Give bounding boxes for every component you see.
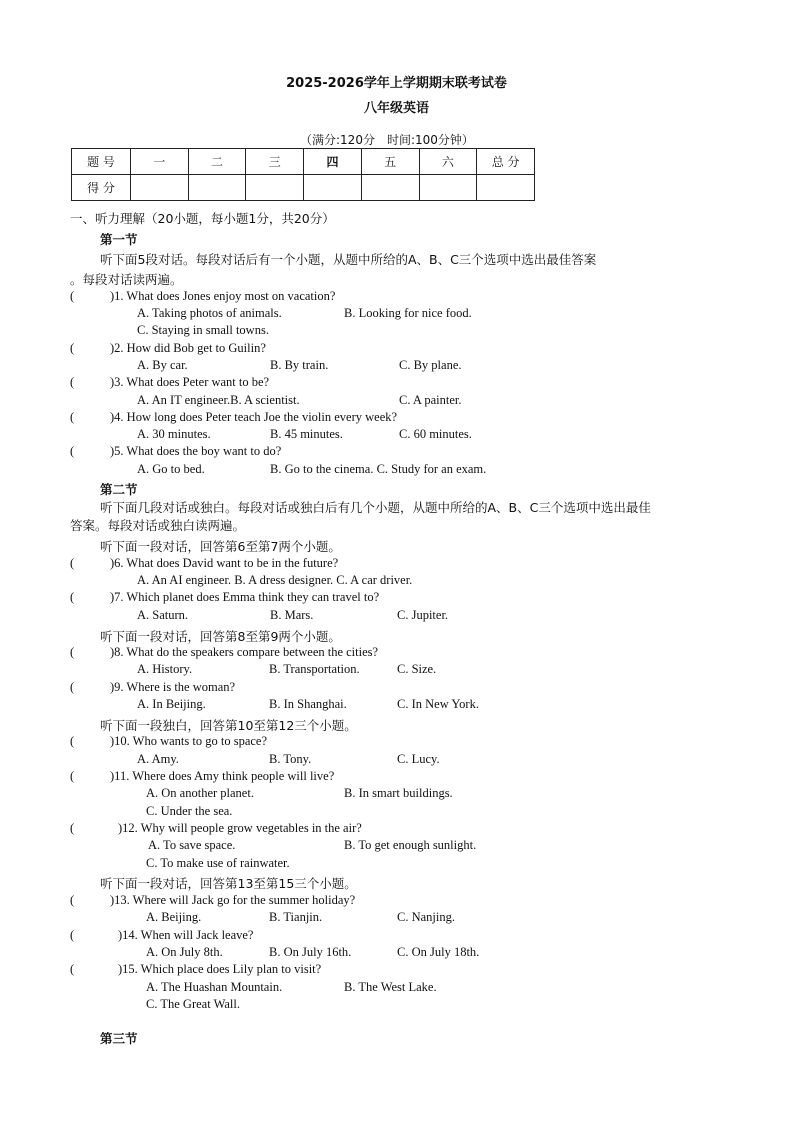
option: B. On July 16th. bbox=[269, 945, 352, 959]
question-stem bbox=[70, 556, 338, 571]
listening-lead: 听下面一段对话，回答第13至第15三个小题。 bbox=[100, 876, 357, 891]
question-stem bbox=[70, 375, 269, 390]
option: C. Under the sea. bbox=[146, 804, 233, 818]
question-text: )6. What does David want to be in the future? bbox=[110, 556, 339, 570]
exam-subtitle: 八年级英语 bbox=[363, 101, 429, 116]
score-table-cell: 得 分 bbox=[72, 175, 131, 201]
answer-blank[interactable]: ( bbox=[70, 444, 75, 458]
answer-blank[interactable]: ( bbox=[70, 769, 75, 783]
score-table-cell: 题 号 bbox=[72, 149, 131, 175]
option: B. To get enough sunlight. bbox=[344, 838, 477, 852]
option: A. History. bbox=[137, 662, 193, 676]
option: B. In smart buildings. bbox=[344, 786, 453, 800]
question-text: )12. Why will people grow vegetables in the air? bbox=[118, 821, 362, 835]
question-stem bbox=[70, 769, 334, 784]
question-stem bbox=[70, 341, 266, 356]
answer-blank[interactable]: ( bbox=[70, 893, 75, 907]
question-stem bbox=[70, 289, 335, 304]
score-input-cell[interactable] bbox=[419, 175, 477, 201]
option: A. In Beijing. bbox=[137, 697, 206, 711]
option: B. Transportation. bbox=[269, 662, 360, 676]
question-stem bbox=[70, 645, 378, 660]
option: A. On another planet. bbox=[146, 786, 254, 800]
answer-blank[interactable]: ( bbox=[70, 289, 75, 303]
answer-blank[interactable]: ( bbox=[70, 962, 75, 976]
question-stem bbox=[70, 734, 267, 749]
option: A. Taking photos of animals. bbox=[137, 306, 282, 320]
question-text: )8. What do the speakers compare between the cities? bbox=[110, 645, 379, 659]
score-input-cell[interactable] bbox=[246, 175, 304, 201]
option: A. The Huashan Mountain. bbox=[146, 980, 283, 994]
question-stem bbox=[70, 410, 397, 425]
option: B. Tianjin. bbox=[269, 910, 323, 924]
instruction: 。每段对话读两遍。 bbox=[70, 272, 183, 287]
part-heading: 第三节 bbox=[100, 1031, 138, 1046]
option: C. A painter. bbox=[399, 393, 462, 407]
question-stem bbox=[70, 590, 379, 605]
question-text: )5. What does the boy want to do? bbox=[110, 444, 282, 458]
score-input-cell[interactable] bbox=[188, 175, 246, 201]
question-stem bbox=[70, 962, 321, 977]
option: A. An IT engineer.B. A scientist. bbox=[137, 393, 300, 407]
option: A. 30 minutes. bbox=[137, 427, 211, 441]
option: B. 45 minutes. bbox=[270, 427, 343, 441]
answer-blank[interactable]: ( bbox=[70, 556, 75, 570]
score-table-cell: 总 分 bbox=[477, 149, 535, 175]
option: B. Go to the cinema. C. Study for an exam. bbox=[270, 462, 487, 476]
option: B. Mars. bbox=[270, 608, 314, 622]
option: C. 60 minutes. bbox=[399, 427, 472, 441]
part-heading: 第一节 bbox=[100, 232, 138, 247]
part-heading: 第二节 bbox=[100, 482, 138, 497]
option: B. The West Lake. bbox=[344, 980, 437, 994]
score-table-header-row bbox=[72, 149, 535, 175]
option: C. Staying in small towns. bbox=[137, 323, 269, 337]
score-table-cell: 三 bbox=[246, 149, 304, 175]
question-text: )10. Who wants to go to space? bbox=[110, 734, 268, 748]
score-input-cell[interactable] bbox=[361, 175, 419, 201]
score-table-cell: 五 bbox=[361, 149, 419, 175]
score-input-cell[interactable] bbox=[304, 175, 362, 201]
answer-blank[interactable]: ( bbox=[70, 410, 75, 424]
question-stem bbox=[70, 928, 253, 943]
question-text: )15. Which place does Lily plan to visit? bbox=[118, 962, 322, 976]
option: B. Looking for nice food. bbox=[344, 306, 472, 320]
instruction: 听下面5段对话。每段对话后有一个小题，从题中所给的A、B、C三个选项中选出最佳答案 bbox=[100, 252, 597, 267]
question-text: )9. Where is the woman? bbox=[110, 680, 236, 694]
answer-blank[interactable]: ( bbox=[70, 734, 75, 748]
option: A. Beijing. bbox=[146, 910, 202, 924]
option: C. By plane. bbox=[399, 358, 462, 372]
question-text: )13. Where will Jack go for the summer holiday? bbox=[110, 893, 356, 907]
option: C. Nanjing. bbox=[397, 910, 455, 924]
option: A. To save space. bbox=[148, 838, 236, 852]
option: A. Go to bed. bbox=[137, 462, 205, 476]
question-text: )2. How did Bob get to Guilin? bbox=[110, 341, 266, 355]
question-stem bbox=[70, 893, 355, 908]
listening-lead: 听下面一段独白，回答第10至第12三个小题。 bbox=[100, 718, 357, 733]
option: A. By car. bbox=[137, 358, 188, 372]
option: C. In New York. bbox=[397, 697, 479, 711]
question-stem bbox=[70, 444, 281, 459]
answer-blank[interactable]: ( bbox=[70, 821, 75, 835]
instruction: 听下面几段对话或独白。每段对话或独白后有几个小题，从题中所给的A、B、C三个选项中选出最佳 bbox=[100, 500, 651, 515]
option: C. The Great Wall. bbox=[146, 997, 240, 1011]
score-table-score-row bbox=[72, 175, 535, 201]
option: C. Size. bbox=[397, 662, 437, 676]
score-input-cell[interactable] bbox=[131, 175, 189, 201]
answer-blank[interactable]: ( bbox=[70, 375, 75, 389]
answer-blank[interactable]: ( bbox=[70, 928, 75, 942]
answer-blank[interactable]: ( bbox=[70, 590, 75, 604]
score-table-cell: 二 bbox=[188, 149, 246, 175]
option: C. On July 18th. bbox=[397, 945, 480, 959]
option: C. Lucy. bbox=[397, 752, 440, 766]
answer-blank[interactable]: ( bbox=[70, 341, 75, 355]
section-heading: 一、听力理解（20小题，每小题1分，共20分） bbox=[70, 211, 335, 226]
score-table bbox=[71, 148, 535, 201]
option: C. Jupiter. bbox=[397, 608, 449, 622]
question-text: )14. When will Jack leave? bbox=[118, 928, 254, 942]
question-stem bbox=[70, 821, 362, 836]
option: B. By train. bbox=[270, 358, 329, 372]
question-text: )3. What does Peter want to be? bbox=[110, 375, 270, 389]
score-table-cell: 四 bbox=[304, 149, 362, 175]
instruction: 答案。每段对话或独白读两遍。 bbox=[70, 518, 246, 533]
exam-info: （满分:120分 时间:100分钟） bbox=[300, 133, 474, 147]
answer-blank[interactable]: ( bbox=[70, 645, 75, 659]
answer-blank[interactable]: ( bbox=[70, 680, 75, 694]
score-table-cell: 一 bbox=[131, 149, 189, 175]
listening-lead: 听下面一段对话，回答第6至第7两个小题。 bbox=[100, 539, 341, 554]
exam-title: 2025-2026学年上学期期末联考试卷 bbox=[286, 76, 507, 91]
question-text: )1. What does Jones enjoy most on vacation? bbox=[110, 289, 336, 303]
option: C. To make use of rainwater. bbox=[146, 856, 290, 870]
score-input-cell[interactable] bbox=[477, 175, 535, 201]
question-stem bbox=[70, 680, 235, 695]
option: A. On July 8th. bbox=[146, 945, 223, 959]
option: B. Tony. bbox=[269, 752, 312, 766]
question-text: )11. Where does Amy think people will live? bbox=[110, 769, 335, 783]
option: A. Amy. bbox=[137, 752, 179, 766]
listening-lead: 听下面一段对话，回答第8至第9两个小题。 bbox=[100, 629, 341, 644]
question-text: )7. Which planet does Emma think they can travel to? bbox=[110, 590, 380, 604]
option: B. In Shanghai. bbox=[269, 697, 347, 711]
score-table-cell: 六 bbox=[419, 149, 477, 175]
question-text: )4. How long does Peter teach Joe the violin every week? bbox=[110, 410, 398, 424]
option: A. An AI engineer. B. A dress designer. C. A car driver. bbox=[137, 573, 413, 587]
option: A. Saturn. bbox=[137, 608, 189, 622]
